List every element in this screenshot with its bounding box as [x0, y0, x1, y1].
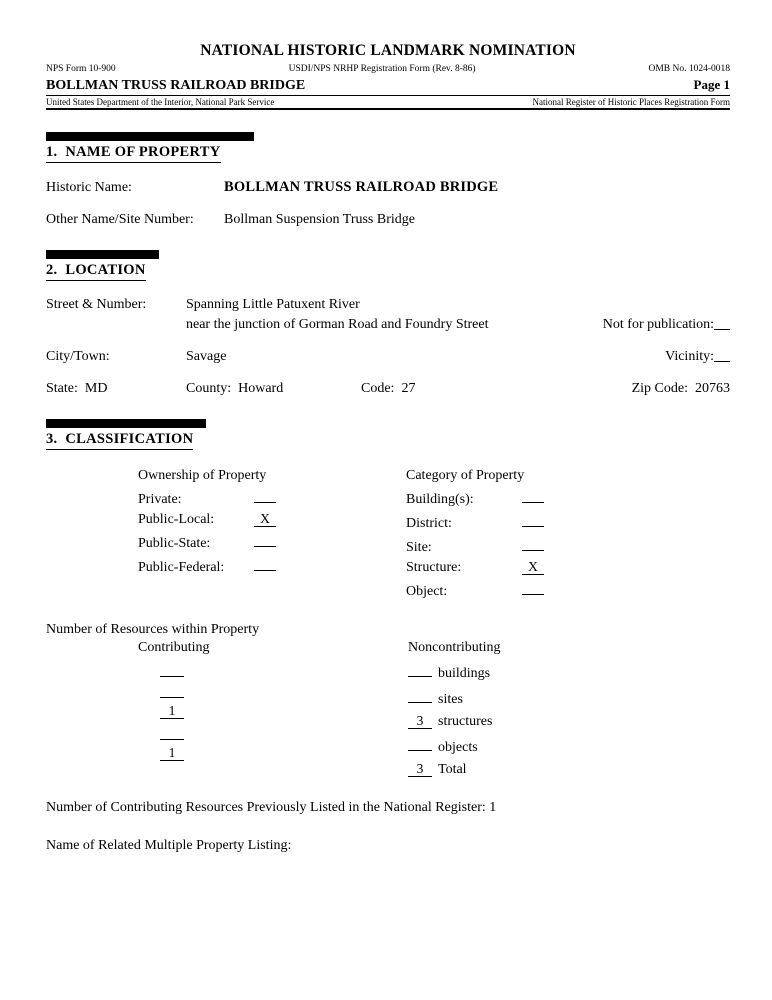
ownership-option-private[interactable] — [138, 487, 406, 508]
code-field — [361, 381, 415, 397]
section-classification — [46, 419, 730, 854]
contributing-total-value[interactable]: 1 — [160, 745, 184, 761]
previously-listed-line: Number of Contributing Resources Previously Listed in the National Register: 1 — [46, 799, 497, 815]
vicinity-blank[interactable] — [714, 349, 730, 362]
other-name-value: Bollman Suspension Truss Bridge — [224, 211, 415, 227]
noncontributing-objects-value[interactable] — [408, 735, 432, 751]
section-3-black-bar — [46, 419, 206, 428]
resources-columns — [46, 640, 730, 778]
category-structure-label: Structure: — [406, 559, 462, 575]
section-2-title: LOCATION — [65, 261, 146, 278]
page-number: Page 1 — [693, 76, 730, 92]
omb-number: OMB No. 1024-0018 — [648, 64, 730, 74]
noncontributing-objects-label: objects — [438, 739, 478, 755]
not-for-publication-field — [603, 317, 730, 333]
state-county-row — [46, 381, 730, 397]
section-1-black-bar — [46, 132, 254, 141]
contributing-heading: Contributing — [138, 639, 210, 655]
section-1-title: NAME OF PROPERTY — [65, 143, 221, 160]
other-name-label: Other Name/Site Number: — [46, 211, 194, 227]
not-for-publication-blank[interactable] — [714, 317, 730, 330]
noncontributing-heading: Noncontributing — [408, 639, 501, 655]
contributing-row-structures[interactable] — [138, 703, 408, 719]
ownership-option-public-federal[interactable] — [138, 555, 406, 576]
noncontributing-structures-value[interactable]: 3 — [408, 713, 432, 729]
city-label: City/Town: — [46, 348, 110, 364]
street-value — [186, 297, 603, 333]
contributing-column — [138, 640, 408, 778]
contributing-row-sites[interactable] — [138, 682, 408, 698]
noncontributing-row-objects[interactable] — [408, 735, 708, 756]
category-structure-value[interactable]: X — [522, 559, 544, 575]
zip-value: 20763 — [695, 380, 730, 396]
ownership-public-state-label: Public-State: — [138, 535, 211, 551]
section-3-heading — [46, 431, 193, 450]
section-2-number: 2. — [46, 261, 58, 278]
street-line-1: Spanning Little Patuxent River — [186, 296, 360, 312]
code-value: 27 — [401, 380, 416, 396]
category-site-value[interactable] — [522, 535, 544, 551]
noncontributing-column — [408, 640, 708, 778]
header-property-line — [46, 77, 730, 94]
category-option-object[interactable] — [406, 579, 706, 600]
category-site-label: Site: — [406, 539, 432, 555]
ownership-public-local-label: Public-Local: — [138, 511, 215, 527]
category-option-site[interactable] — [406, 535, 706, 556]
ownership-public-federal-label: Public-Federal: — [138, 559, 225, 575]
noncontributing-sites-label: sites — [438, 691, 463, 707]
register-form-name: National Register of Historic Places Registration Form — [532, 96, 730, 107]
vicinity-label: Vicinity: — [665, 348, 714, 364]
state-label: State: — [46, 380, 78, 396]
category-option-buildings[interactable] — [406, 487, 706, 508]
street-line-2: near the junction of Gorman Road and Foundry Street — [186, 316, 489, 332]
historic-name-value: BOLLMAN TRUSS RAILROAD BRIDGE — [224, 178, 499, 195]
contributing-row-total[interactable] — [138, 745, 408, 761]
category-column — [406, 468, 706, 600]
category-option-district[interactable] — [406, 511, 706, 532]
noncontributing-total-value[interactable]: 3 — [408, 761, 432, 777]
agency-name: United States Department of the Interior, National Park Service — [46, 96, 275, 107]
noncontributing-row-buildings[interactable] — [408, 661, 708, 682]
city-row — [46, 349, 730, 365]
noncontributing-row-structures[interactable] — [408, 713, 708, 730]
category-object-label: Object: — [406, 583, 448, 599]
section-1-number: 1. — [46, 143, 58, 160]
form-center-label: USDI/NPS NRHP Registration Form (Rev. 8-86) — [288, 64, 476, 74]
section-1-heading — [46, 144, 221, 163]
category-buildings-label: Building(s): — [406, 491, 474, 507]
ownership-option-public-state[interactable] — [138, 531, 406, 552]
historic-name-row — [46, 179, 730, 196]
contributing-structures-value[interactable]: 1 — [160, 703, 184, 719]
historic-name-label: Historic Name: — [46, 179, 132, 195]
section-location — [46, 250, 730, 397]
section-3-title: CLASSIFICATION — [65, 430, 194, 447]
ownership-public-local-value[interactable]: X — [254, 511, 276, 527]
document-header — [46, 42, 730, 110]
not-for-publication-label: Not for publication: — [602, 316, 714, 332]
section-name-of-property — [46, 132, 730, 228]
county-value: Howard — [238, 380, 284, 396]
section-2-black-bar — [46, 250, 159, 259]
classification-columns — [46, 468, 730, 600]
contributing-buildings-value[interactable] — [160, 661, 184, 677]
category-buildings-value[interactable] — [522, 487, 544, 503]
zip-label: Zip Code: — [631, 380, 688, 396]
ownership-public-state-value[interactable] — [254, 531, 276, 547]
noncontributing-row-sites[interactable] — [408, 687, 708, 708]
section-2-heading — [46, 262, 146, 281]
category-district-label: District: — [406, 515, 452, 531]
document-body — [46, 42, 730, 854]
noncontributing-buildings-label: buildings — [438, 665, 491, 681]
contributing-row-objects[interactable] — [138, 724, 408, 740]
noncontributing-sites-value[interactable] — [408, 687, 432, 703]
category-object-value[interactable] — [522, 579, 544, 595]
other-name-row — [46, 212, 730, 228]
ownership-public-federal-value[interactable] — [254, 555, 276, 571]
ownership-column — [138, 468, 406, 600]
noncontributing-row-total[interactable] — [408, 761, 708, 778]
header-form-line — [46, 64, 730, 75]
header-divider-thick — [46, 108, 730, 110]
contributing-sites-value[interactable] — [160, 682, 184, 698]
city-value: Savage — [186, 348, 227, 364]
contributing-objects-value[interactable] — [160, 724, 184, 740]
ownership-private-label: Private: — [138, 491, 182, 507]
section-3-number: 3. — [46, 430, 58, 447]
category-heading: Category of Property — [406, 467, 525, 483]
contributing-row-buildings[interactable] — [138, 661, 408, 677]
category-option-structure[interactable] — [406, 559, 706, 576]
state-value: MD — [84, 380, 108, 396]
header-agency-line — [46, 97, 730, 107]
ownership-option-public-local[interactable] — [138, 511, 406, 528]
ownership-heading: Ownership of Property — [138, 467, 267, 483]
header-property-name: BOLLMAN TRUSS RAILROAD BRIDGE — [46, 77, 306, 93]
code-label: Code: — [361, 380, 395, 396]
noncontributing-total-label: Total — [438, 761, 467, 777]
resources-title: Number of Resources within Property — [46, 621, 260, 637]
form-number: NPS Form 10-900 — [46, 64, 116, 74]
noncontributing-structures-label: structures — [438, 713, 493, 729]
ownership-private-value[interactable] — [254, 487, 276, 503]
zip-field — [632, 381, 730, 397]
category-district-value[interactable] — [522, 511, 544, 527]
state-field — [46, 381, 186, 397]
county-field — [186, 381, 361, 397]
street-label: Street & Number: — [46, 296, 147, 312]
noncontributing-buildings-value[interactable] — [408, 661, 432, 677]
document-title: NATIONAL HISTORIC LANDMARK NOMINATION — [200, 42, 576, 59]
header-divider-thin — [46, 95, 730, 96]
street-address-row — [46, 297, 730, 333]
multiple-property-listing-line: Name of Related Multiple Property Listing: — [46, 837, 292, 853]
vicinity-field — [665, 349, 730, 365]
county-label: County: — [186, 380, 232, 396]
